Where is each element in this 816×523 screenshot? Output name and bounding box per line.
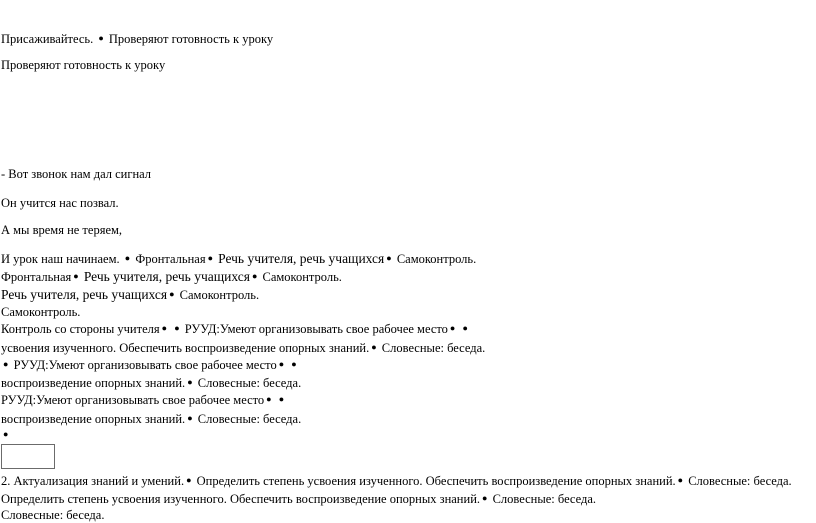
bullet-icon: ● xyxy=(187,413,193,423)
text-line-19 xyxy=(1,507,104,523)
text-segment: Фронтальная xyxy=(1,270,72,284)
text-segment: А мы время не теряем, xyxy=(1,223,123,237)
text-segment: Словесные: беседа. xyxy=(381,341,486,355)
bullet-icon: ● xyxy=(3,429,9,439)
text-line-15 xyxy=(1,410,301,427)
text-segment: Проверяют готовность к уроку xyxy=(108,32,274,46)
text-line-5 xyxy=(1,222,122,238)
text-segment: Самоконтроль. xyxy=(179,288,260,302)
text-line-8 xyxy=(1,286,259,303)
bullet-icon: ● xyxy=(677,475,684,485)
text-segment: Словесные: беседа. xyxy=(197,376,302,390)
bullet-icon: ● xyxy=(371,342,377,352)
text-line-2 xyxy=(1,57,165,73)
text-segment: РУУД:Умеют организовывать свое рабочее место xyxy=(1,393,265,407)
text-segment: Определить степень усвоения изученного. Обеспечить воспроизведение опорных знаний. xyxy=(1,492,481,506)
text-segment: воспроизведение опорных знаний. xyxy=(1,376,186,390)
empty-box xyxy=(1,444,55,469)
text-segment: Он учится нас позвал. xyxy=(1,196,119,210)
text-line-18 xyxy=(1,490,596,507)
text-segment: Речь учителя, речь учащихся xyxy=(83,269,250,284)
text-line-14 xyxy=(1,391,286,408)
text-segment: Самоконтроль. xyxy=(1,305,81,319)
text-segment: 2. Актуализация знаний и умений. xyxy=(1,474,185,488)
text-segment: воспроизведение опорных знаний. xyxy=(1,412,186,426)
text-line-1 xyxy=(1,30,273,47)
bullet-icon: ● xyxy=(73,271,79,281)
text-line-3 xyxy=(1,166,151,182)
text-segment: Словесные: беседа. xyxy=(1,508,105,522)
text-line-10 xyxy=(1,320,470,337)
text-segment: Словесные: беседа. xyxy=(197,412,302,426)
bullet-icon: ● xyxy=(251,271,258,281)
text-segment: Фронтальная xyxy=(135,252,206,266)
text-segment: РУУД:Умеют организовывать свое рабочее место xyxy=(13,358,277,372)
text-segment: Словесные: беседа. xyxy=(688,474,792,488)
bullet-icon: ● xyxy=(186,475,192,485)
text-line-12 xyxy=(1,356,299,373)
text-line-9 xyxy=(1,304,80,320)
bullet-icon: ● xyxy=(482,493,488,503)
text-segment: Определить степень усвоения изученного. Обеспечить воспроизведение опорных знаний. xyxy=(196,474,676,488)
bullet-icon: ● xyxy=(278,394,285,404)
bullet-icon: ● xyxy=(266,394,272,404)
text-line-17 xyxy=(1,472,792,489)
bullet-icon: ● xyxy=(161,323,168,333)
text-segment: Самоконтроль. xyxy=(396,252,477,266)
text-segment: РУУД:Умеют организовывать свое рабочее место xyxy=(184,322,448,336)
bullet-icon: ● xyxy=(462,323,468,333)
bullet-icon: ● xyxy=(278,359,285,369)
text-segment: Проверяют готовность к уроку xyxy=(1,58,166,72)
bullet-icon: ● xyxy=(174,323,180,333)
text-line-16 xyxy=(1,426,10,443)
text-segment: Речь учителя, речь учащихся xyxy=(1,287,168,302)
text-line-7 xyxy=(1,268,342,285)
text-line-4 xyxy=(1,195,119,211)
bullet-icon: ● xyxy=(169,289,175,299)
text-segment: И урок наш начинаем. xyxy=(1,252,120,266)
text-segment: Самоконтроль. xyxy=(262,270,342,284)
text-line-6 xyxy=(1,250,476,267)
bullet-icon: ● xyxy=(124,253,131,263)
text-segment: Контроль со стороны учителя xyxy=(1,322,160,336)
bullet-icon: ● xyxy=(187,377,193,387)
text-segment: Речь учителя, речь учащихся xyxy=(218,251,385,266)
text-segment: Присаживайтесь. xyxy=(1,32,94,46)
bullet-icon: ● xyxy=(386,253,392,263)
text-line-11 xyxy=(1,339,485,356)
bullet-icon: ● xyxy=(291,359,297,369)
text-segment: - Вот звонок нам дал сигнал xyxy=(1,167,152,181)
bullet-icon: ● xyxy=(449,323,456,333)
text-segment: Словесные: беседа. xyxy=(492,492,597,506)
bullet-icon: ● xyxy=(3,359,9,369)
bullet-icon: ● xyxy=(98,33,104,43)
text-line-13 xyxy=(1,374,301,391)
bullet-icon: ● xyxy=(207,253,214,263)
text-segment: усвоения изученного. Обеспечить воспроизведение опорных знаний. xyxy=(1,341,370,355)
